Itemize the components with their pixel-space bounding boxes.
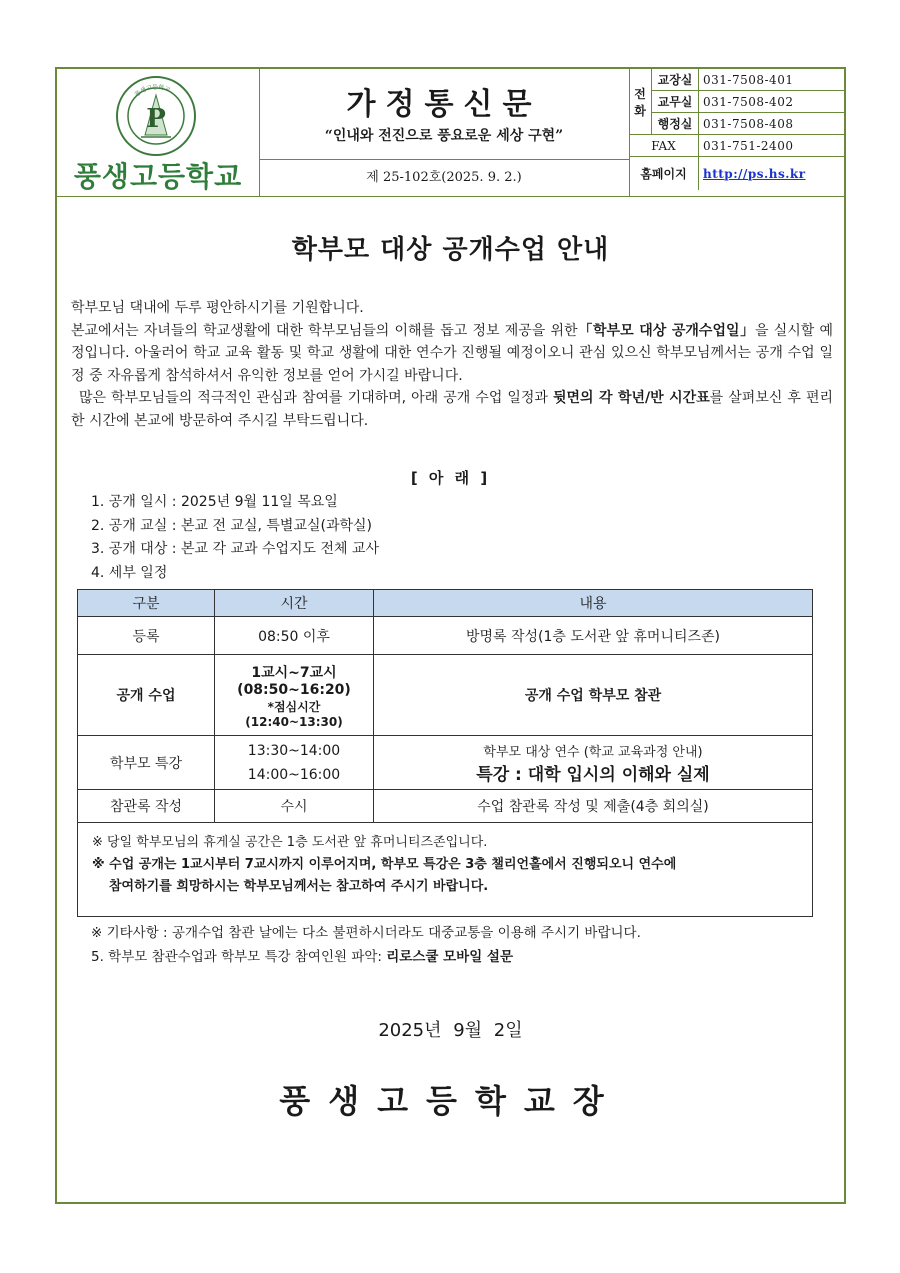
notes-box [77, 822, 813, 917]
survey-item-text: 5. 학부모 참관수업과 학부모 특강 참여인원 파악: [91, 949, 387, 965]
schedule-time: 13:30~14:00 [247, 742, 341, 759]
schedule-header: 구분 [78, 590, 215, 617]
detail-item: 1. 공개 일시 : 2025년 9월 11일 목요일 [91, 494, 338, 510]
schedule-content: 방명록 작성(1층 도서관 앞 휴머니티즈존) [374, 617, 813, 655]
seal-text: 풍생고등학교 [133, 83, 172, 99]
note-line: ※ 수업 공개는 1교시부터 7교시까지 이루어지며, 학부모 특강은 3층 챌리언홀에서 진행되오니 연수에 [92, 857, 677, 872]
phone-label: 전화 [629, 69, 652, 135]
intro-paragraph [71, 387, 833, 432]
schedule-category: 공개 수업 [78, 655, 215, 736]
survey-link-text: 리로스쿨 모바일 설문 [386, 949, 514, 965]
school-seal-icon [115, 75, 197, 157]
special-lecture-title: 특강 : 대학 입시의 이해와 실제 [476, 764, 710, 785]
schedule-time: 14:00~16:00 [247, 766, 341, 783]
detail-item: 2. 공개 교실 : 본교 전 교실, 특별교실(과학실) [91, 517, 372, 534]
school-motto: “인내와 전진으로 풍요로운 세상 구현” [324, 128, 564, 144]
note-line: 참여하기를 희망하시는 학부모님께서는 참고하여 주시기 바랍니다. [109, 879, 489, 894]
schedule-content: 수업 참관록 작성 및 제출(4층 회의실) [374, 790, 813, 823]
schedule-time-cell [215, 655, 374, 736]
office-number: 031-7508-402 [699, 91, 845, 113]
header [57, 69, 844, 197]
schedule-time: (08:50~16:20) [237, 681, 351, 698]
homepage-label: 홈페이지 [629, 157, 699, 191]
page-heading: 학부모 대상 공개수업 안내 [291, 235, 610, 265]
issue-number: 제 25-102호(2025. 9. 2.) [259, 159, 630, 196]
lunch-label: *점심시간 [267, 699, 321, 714]
schedule-category: 등록 [78, 617, 215, 655]
schedule-content: 학부모 대상 연수 (학교 교육과정 안내) [483, 744, 703, 760]
intro-text [71, 297, 833, 432]
fax-label: FAX [629, 135, 699, 157]
office-number: 031-7508-401 [699, 69, 845, 91]
lunch-time: (12:40~13:30) [245, 714, 343, 729]
schedule-time: 08:50 이후 [215, 617, 374, 655]
intro-emphasis: 뒷면의 각 학년/반 시간표 [553, 390, 710, 406]
detail-item: 4. 세부 일정 [91, 564, 168, 581]
office-label: 교장실 [652, 69, 699, 91]
schedule-category: 참관록 작성 [78, 790, 215, 823]
survey-item [91, 945, 831, 969]
schedule-time-cell [215, 736, 374, 790]
etc-note: ※ 기타사항 : 공개수업 참관 날에는 다소 불편하시더라도 대중교통을 이용해 주시기 바랍니다. [91, 925, 641, 941]
detail-items [91, 491, 831, 585]
notice-title: 가정통신문 [346, 87, 542, 122]
title-cell [259, 69, 630, 160]
schedule-table [77, 589, 813, 823]
office-label: 행정실 [652, 113, 699, 135]
schedule-category: 학부모 특강 [78, 736, 215, 790]
logo-cell [57, 69, 260, 196]
schedule-header: 시간 [215, 590, 374, 617]
issue-date: 2025년 9월 2일 [378, 1020, 523, 1041]
footnotes [91, 921, 831, 969]
svg-text:P: P [146, 104, 166, 134]
intro-text-span: 많은 학부모님들의 적극적인 관심과 참여를 기대하며, 아래 공개 수업 일정과 [79, 390, 548, 406]
principal-signature: 풍생고등학교장 [279, 1082, 622, 1120]
intro-paragraph [71, 320, 833, 388]
school-name-logo: 풍생고등학교 [73, 160, 243, 193]
schedule-content-cell [374, 736, 813, 790]
fax-number: 031-751-2400 [699, 135, 845, 157]
svg-text:풍생고등학교 [133, 83, 171, 98]
schedule-time: 수시 [215, 790, 374, 823]
notice-frame [55, 67, 846, 1204]
office-number: 031-7508-408 [699, 113, 845, 135]
office-label: 교무실 [652, 91, 699, 113]
note-line: ※ 당일 학부모님의 휴게실 공간은 1층 도서관 앞 휴머니티즈존입니다. [92, 835, 488, 850]
schedule-time: 1교시~7교시 [251, 664, 337, 681]
intro-text-span: 을 실시할 예정입니다. 아울러어 학교 교육 활동 및 학교 생활에 대한 연수가 진행될 예정이오니 관심 있으신 학부모님께서는 공개 수업 일정 중 자유롭게 참석하셔서 유익한 정보를 얻어 가시길 바랍니다. [71, 322, 833, 384]
intro-text-span: 를 살펴보신 후 편리한 시간에 본교에 방문하여 주시길 부탁드립니다. [71, 390, 833, 429]
intro-emphasis: 「학부모 대상 공개수업일」 [577, 322, 755, 339]
below-label: [ 아 래 ] [410, 469, 491, 487]
homepage-link[interactable]: http://ps.hs.kr [699, 157, 845, 191]
detail-item: 3. 공개 대상 : 본교 각 교과 수업지도 전체 교사 [91, 541, 380, 557]
contact-table [629, 69, 844, 196]
intro-text-span: 본교에서는 자녀들의 학교생활에 대한 학부모님들의 이해를 돕고 정보 제공을 위한 [71, 322, 578, 339]
schedule-header: 내용 [374, 590, 813, 617]
intro-greeting: 학부모님 댁내에 두루 평안하시기를 기원합니다. [71, 300, 364, 316]
schedule-content: 공개 수업 학부모 참관 [374, 655, 813, 736]
